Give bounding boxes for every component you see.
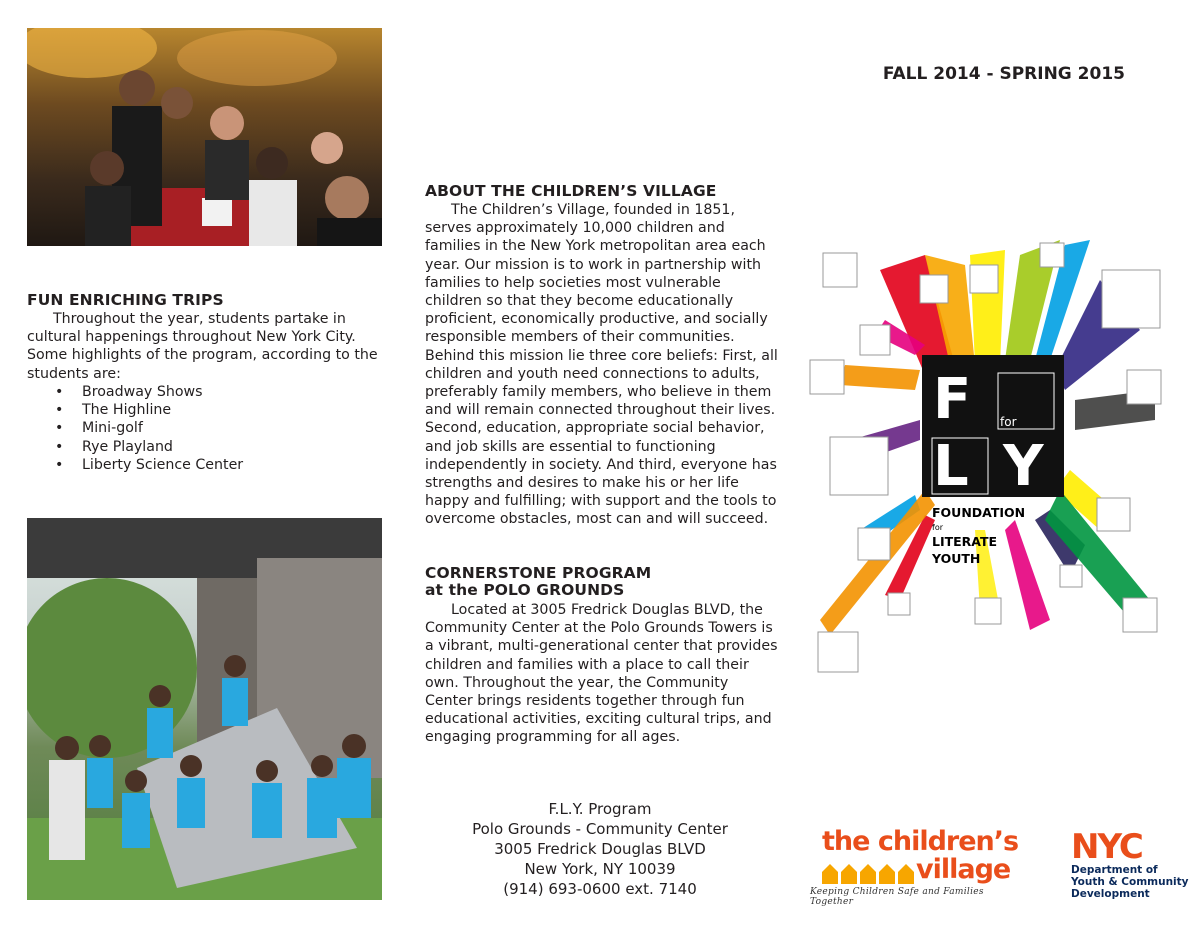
nyc-dept-line2: Youth & Community xyxy=(1071,876,1189,888)
cornerstone-paragraph xyxy=(425,601,780,747)
fly-for-small: for xyxy=(1000,415,1017,429)
fun-trips-text: Throughout the year, students partake in cultural happenings throughout New York City. Some highlights of the program, according to the students are: xyxy=(27,311,378,382)
about-paragraph xyxy=(425,201,780,529)
fly-letter-y: Y xyxy=(1003,434,1044,499)
list-item: • The Highline xyxy=(55,401,243,419)
about-title: ABOUT THE CHILDREN’S VILLAGE xyxy=(425,182,717,200)
fly-letter-f: F xyxy=(933,367,972,432)
fly-foundation: FOUNDATION xyxy=(932,505,1026,520)
nyc-dept-line3: Development xyxy=(1071,888,1150,900)
fly-logo xyxy=(800,225,1170,685)
cornerstone-title-line2: at the POLO GROUNDS xyxy=(425,581,625,599)
nyc-mark-icon xyxy=(1071,828,1165,862)
fly-youth: YOUTH xyxy=(932,551,981,566)
nyc-dept-line1: Department of xyxy=(1071,864,1158,876)
address-program-name: F.L.Y. Program xyxy=(548,800,652,818)
childrens-village-logo xyxy=(800,826,1030,907)
list-item: • Liberty Science Center xyxy=(55,456,243,474)
cornerstone-title xyxy=(425,565,651,599)
cv-name-line2: village xyxy=(916,854,1011,885)
fly-literate: LITERATE xyxy=(932,534,998,549)
address-street: 3005 Fredrick Douglas BLVD xyxy=(494,840,706,858)
students-bridge-photo xyxy=(27,518,382,900)
nyc-dycd-logo xyxy=(1063,828,1189,900)
cornerstone-title-line1: CORNERSTONE PROGRAM xyxy=(425,564,652,582)
list-item: • Broadway Shows xyxy=(55,383,243,401)
about-text: The Children’s Village, founded in 1851, serves approximately 10,000 children and families in the New York metropolitan area each year. Our mission is to work in partnership with families to help societies most vulnerable children so that they become educationally proficient, economically productive, and socially responsible members of their communities. Behind this mission lie three core beliefs: First, all children and youth need connections to adults, preferably family members, who believe in them and will remain connected throughout their lives. Second, education, appropriate social behavior, and job skills are essential to functioning independently in society. And third, everyone has strengths and desires to make his or her life happy and fulfilling; with support and the tools to overcome obstacles, most can and will succeed. xyxy=(425,202,778,528)
cv-name-line1: the children’s xyxy=(822,826,1019,857)
address-city: New York, NY 10039 xyxy=(524,860,676,878)
list-item: • Mini-golf xyxy=(55,419,243,437)
fly-for-tiny: for xyxy=(932,523,943,532)
cv-tagline: Keeping Children Safe and Families Together xyxy=(810,887,984,907)
season-heading: FALL 2014 - SPRING 2015 xyxy=(882,64,1125,84)
nyc-department xyxy=(1071,864,1191,900)
cornerstone-text: Located at 3005 Fredrick Douglas BLVD, the Community Center at the Polo Grounds Towers is a vibrant, multi-generational center that provides children and families with a place to call their own. Throughout the year, the Community Center brings residents together through fun educational activities, exciting cultural trips, and engaging programming for all ages. xyxy=(425,602,778,746)
program-address xyxy=(430,799,770,899)
svg-text:NYC: NYC xyxy=(1071,828,1142,862)
fly-letter-l: L xyxy=(933,434,969,499)
fun-trips-title: FUN ENRICHING TRIPS xyxy=(27,291,224,309)
students-dinner-photo xyxy=(27,28,382,246)
address-center: Polo Grounds - Community Center xyxy=(472,820,728,838)
address-phone: (914) 693-0600 ext. 7140 xyxy=(503,880,697,898)
list-item: • Rye Playland xyxy=(55,438,243,456)
houses-icon xyxy=(822,864,914,886)
fun-trips-paragraph xyxy=(27,310,382,383)
trip-highlights-list xyxy=(55,383,243,474)
